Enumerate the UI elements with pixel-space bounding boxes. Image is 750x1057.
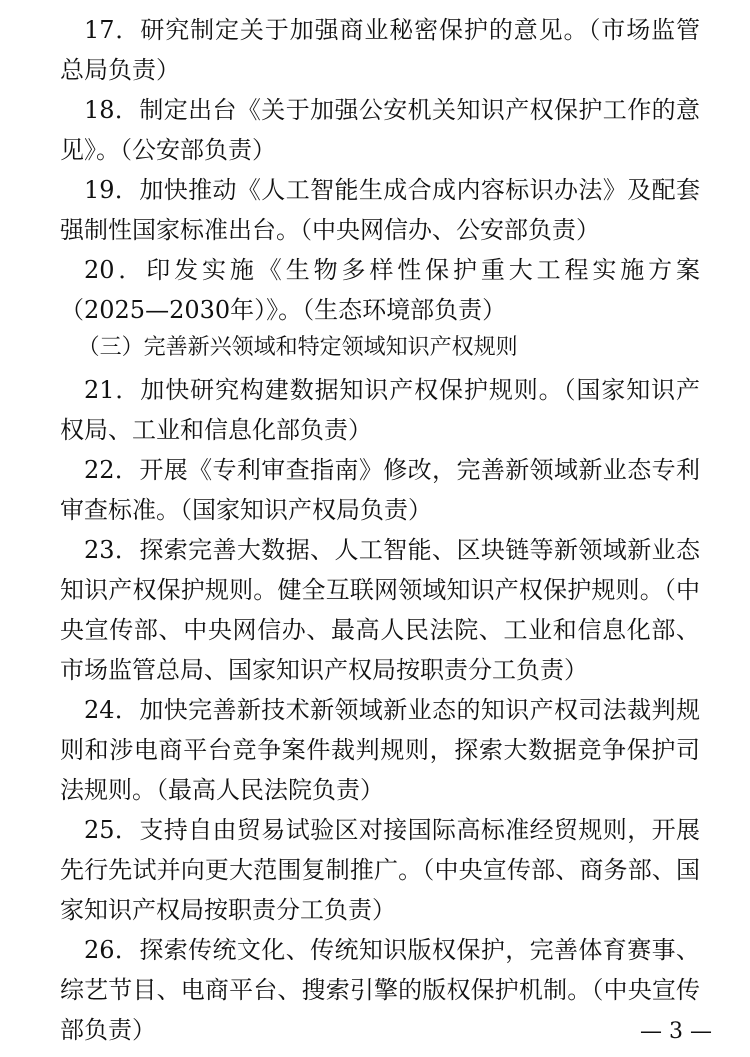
paragraph-item-23: 23．探索完善大数据、人工智能、区块链等新领域新业态知识产权保护规则。健全互联网领域知识产权保护规则。（中央宣传部、中央网信办、最高人民法院、工业和信息化部、市场监管总局、国家知识产权局按职责分工负责）: [60, 536, 700, 684]
paragraph-item-19: 19．加快推动《人工智能生成合成内容标识办法》及配套强制性国家标准出台。（中央网信办、公安部负责）: [60, 176, 700, 244]
paragraph-item-21: 21．加快研究构建数据知识产权保护规则。（国家知识产权局、工业和信息化部负责）: [60, 376, 700, 444]
paragraph-item-17: 17．研究制定关于加强商业秘密保护的意见。（市场监管总局负责）: [60, 16, 700, 84]
page-number: — 3 —: [640, 1019, 712, 1044]
paragraph-item-20: 20．印发实施《生物多样性保护重大工程实施方案（2025—2030年）》。（生态环境部负责）: [60, 256, 700, 324]
paragraph-item-22: 22．开展《专利审查指南》修改，完善新领域新业态专利审查标准。（国家知识产权局负责）: [60, 456, 700, 524]
paragraph-item-24: 24．加快完善新技术新领域新业态的知识产权司法裁判规则和涉电商平台竞争案件裁判规则，探索大数据竞争保护司法规则。（最高人民法院负责）: [60, 696, 700, 804]
paragraph-item-26: 26．探索传统文化、传统知识版权保护，完善体育赛事、综艺节目、电商平台、搜索引擎的版权保护机制。（中央宣传部负责）: [60, 936, 700, 1044]
paragraph-item-18: 18．制定出台《关于加强公安机关知识产权保护工作的意见》。（公安部负责）: [60, 96, 700, 164]
paragraph-item-25: 25．支持自由贸易试验区对接国际高标准经贸规则，开展先行先试并向更大范围复制推广。（中央宣传部、商务部、国家知识产权局按职责分工负责）: [60, 816, 700, 924]
section-heading: （三）完善新兴领域和特定领域知识产权规则: [77, 335, 518, 360]
